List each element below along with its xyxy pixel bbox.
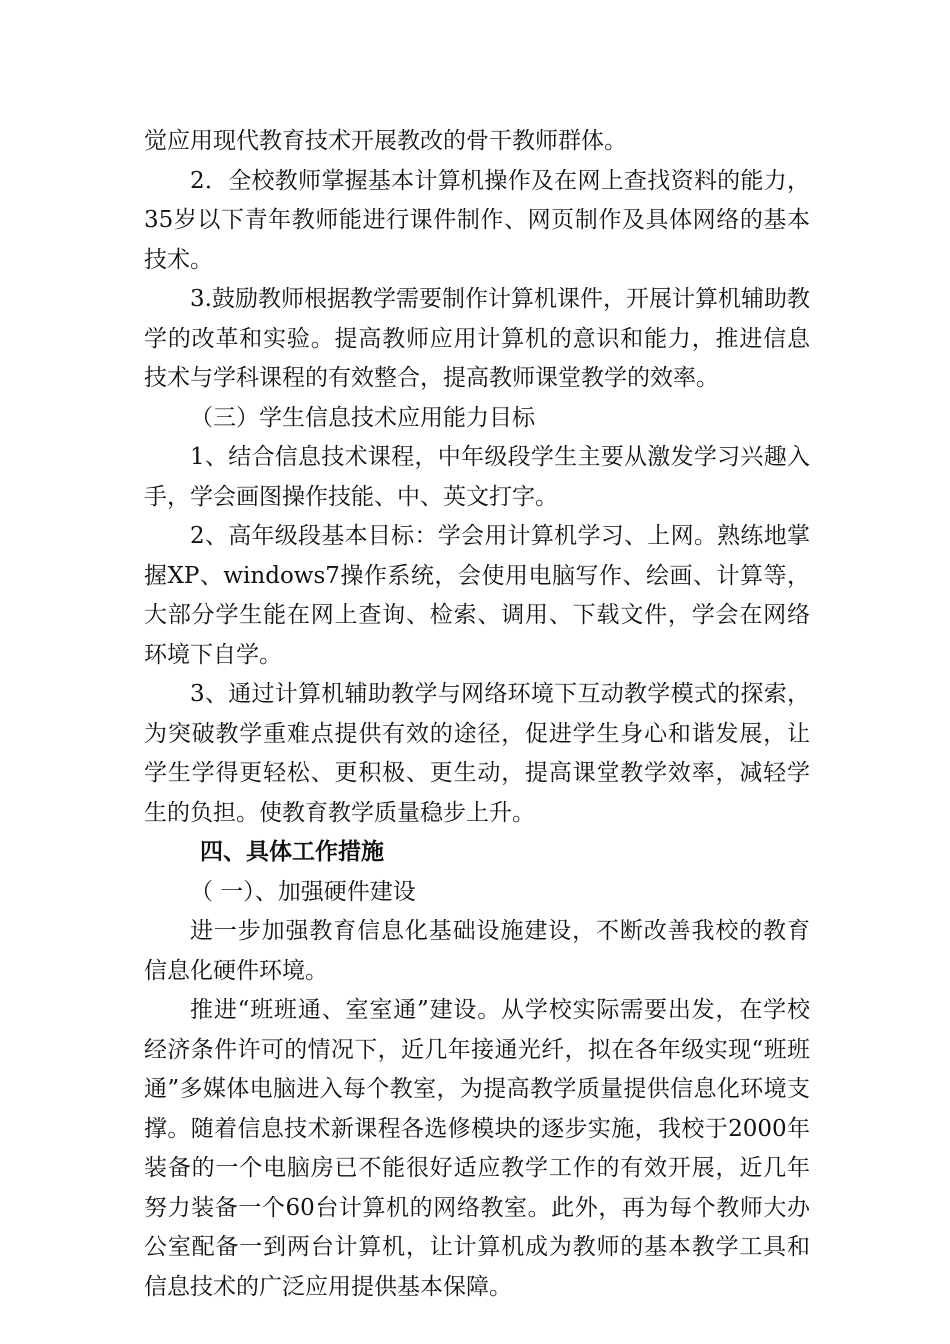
- paragraph-teacher-goal-2: 2．全校教师掌握基本计算机操作及在网上查找资料的能力，35岁以下青年教师能进行课件制作、网页制作及具体网络的基本技术。: [144, 167, 810, 273]
- subheading-hardware: （ 一）、加强硬件建设: [190, 878, 416, 905]
- document-body: [144, 122, 810, 1307]
- paragraph-student-goal-2: 2、高年级段基本目标：学会用计算机学习、上网。熟练地掌握XP、windows7操作系统，会使用电脑写作、绘画、计算等，大部分学生能在网上查询、检索、调用、下载文件，学会在网络环境下自学。: [144, 523, 810, 668]
- paragraph-student-goal-3: 3、通过计算机辅助教学与网络环境下互动教学模式的探索，为突破教学重难点提供有效的途径，促进学生身心和谐发展，让学生学得更轻松、更积极、更生动，提高课堂教学效率，减轻学生的负担。使教育教学质量稳步上升。: [144, 681, 810, 826]
- paragraph-hardware-detail: 推进“班班通、室室通”建设。从学校实际需要出发，在学校经济条件许可的情况下，近几年接通光纤，拟在各年级实现“班班通”多媒体电脑进入每个教室，为提高教学质量提供信息化环境支撑。随着信息技术新课程各选修模块的逐步实施，我校于2000年装备的一个电脑房已不能很好适应教学工作的有效开展，近几年努力装备一个60台计算机的网络教室。此外，再为每个教师大办公室配备一到两台计算机，让计算机成为教师的基本教学工具和信息技术的广泛应用提供基本保障。: [144, 997, 810, 1300]
- paragraph-hardware-intro: 进一步加强教育信息化基础设施建设，不断改善我校的教育信息化硬件环境。: [144, 918, 810, 984]
- section-heading-measures: 四、具体工作措施: [200, 839, 384, 865]
- subheading-student-goals: （三）学生信息技术应用能力目标: [190, 404, 535, 431]
- paragraph-continuation: 觉应用现代教育技术开展教改的骨干教师群体。: [144, 128, 627, 154]
- paragraph-student-goal-1: 1、结合信息技术课程，中年级段学生主要从激发学习兴趣入手，学会画图操作技能、中、英文打字。: [144, 444, 810, 510]
- paragraph-teacher-goal-3: 3.鼓励教师根据教学需要制作计算机课件，开展计算机辅助教学的改革和实验。提高教师应用计算机的意识和能力，推进信息技术与学科课程的有效整合，提高教师课堂教学的效率。: [144, 286, 810, 391]
